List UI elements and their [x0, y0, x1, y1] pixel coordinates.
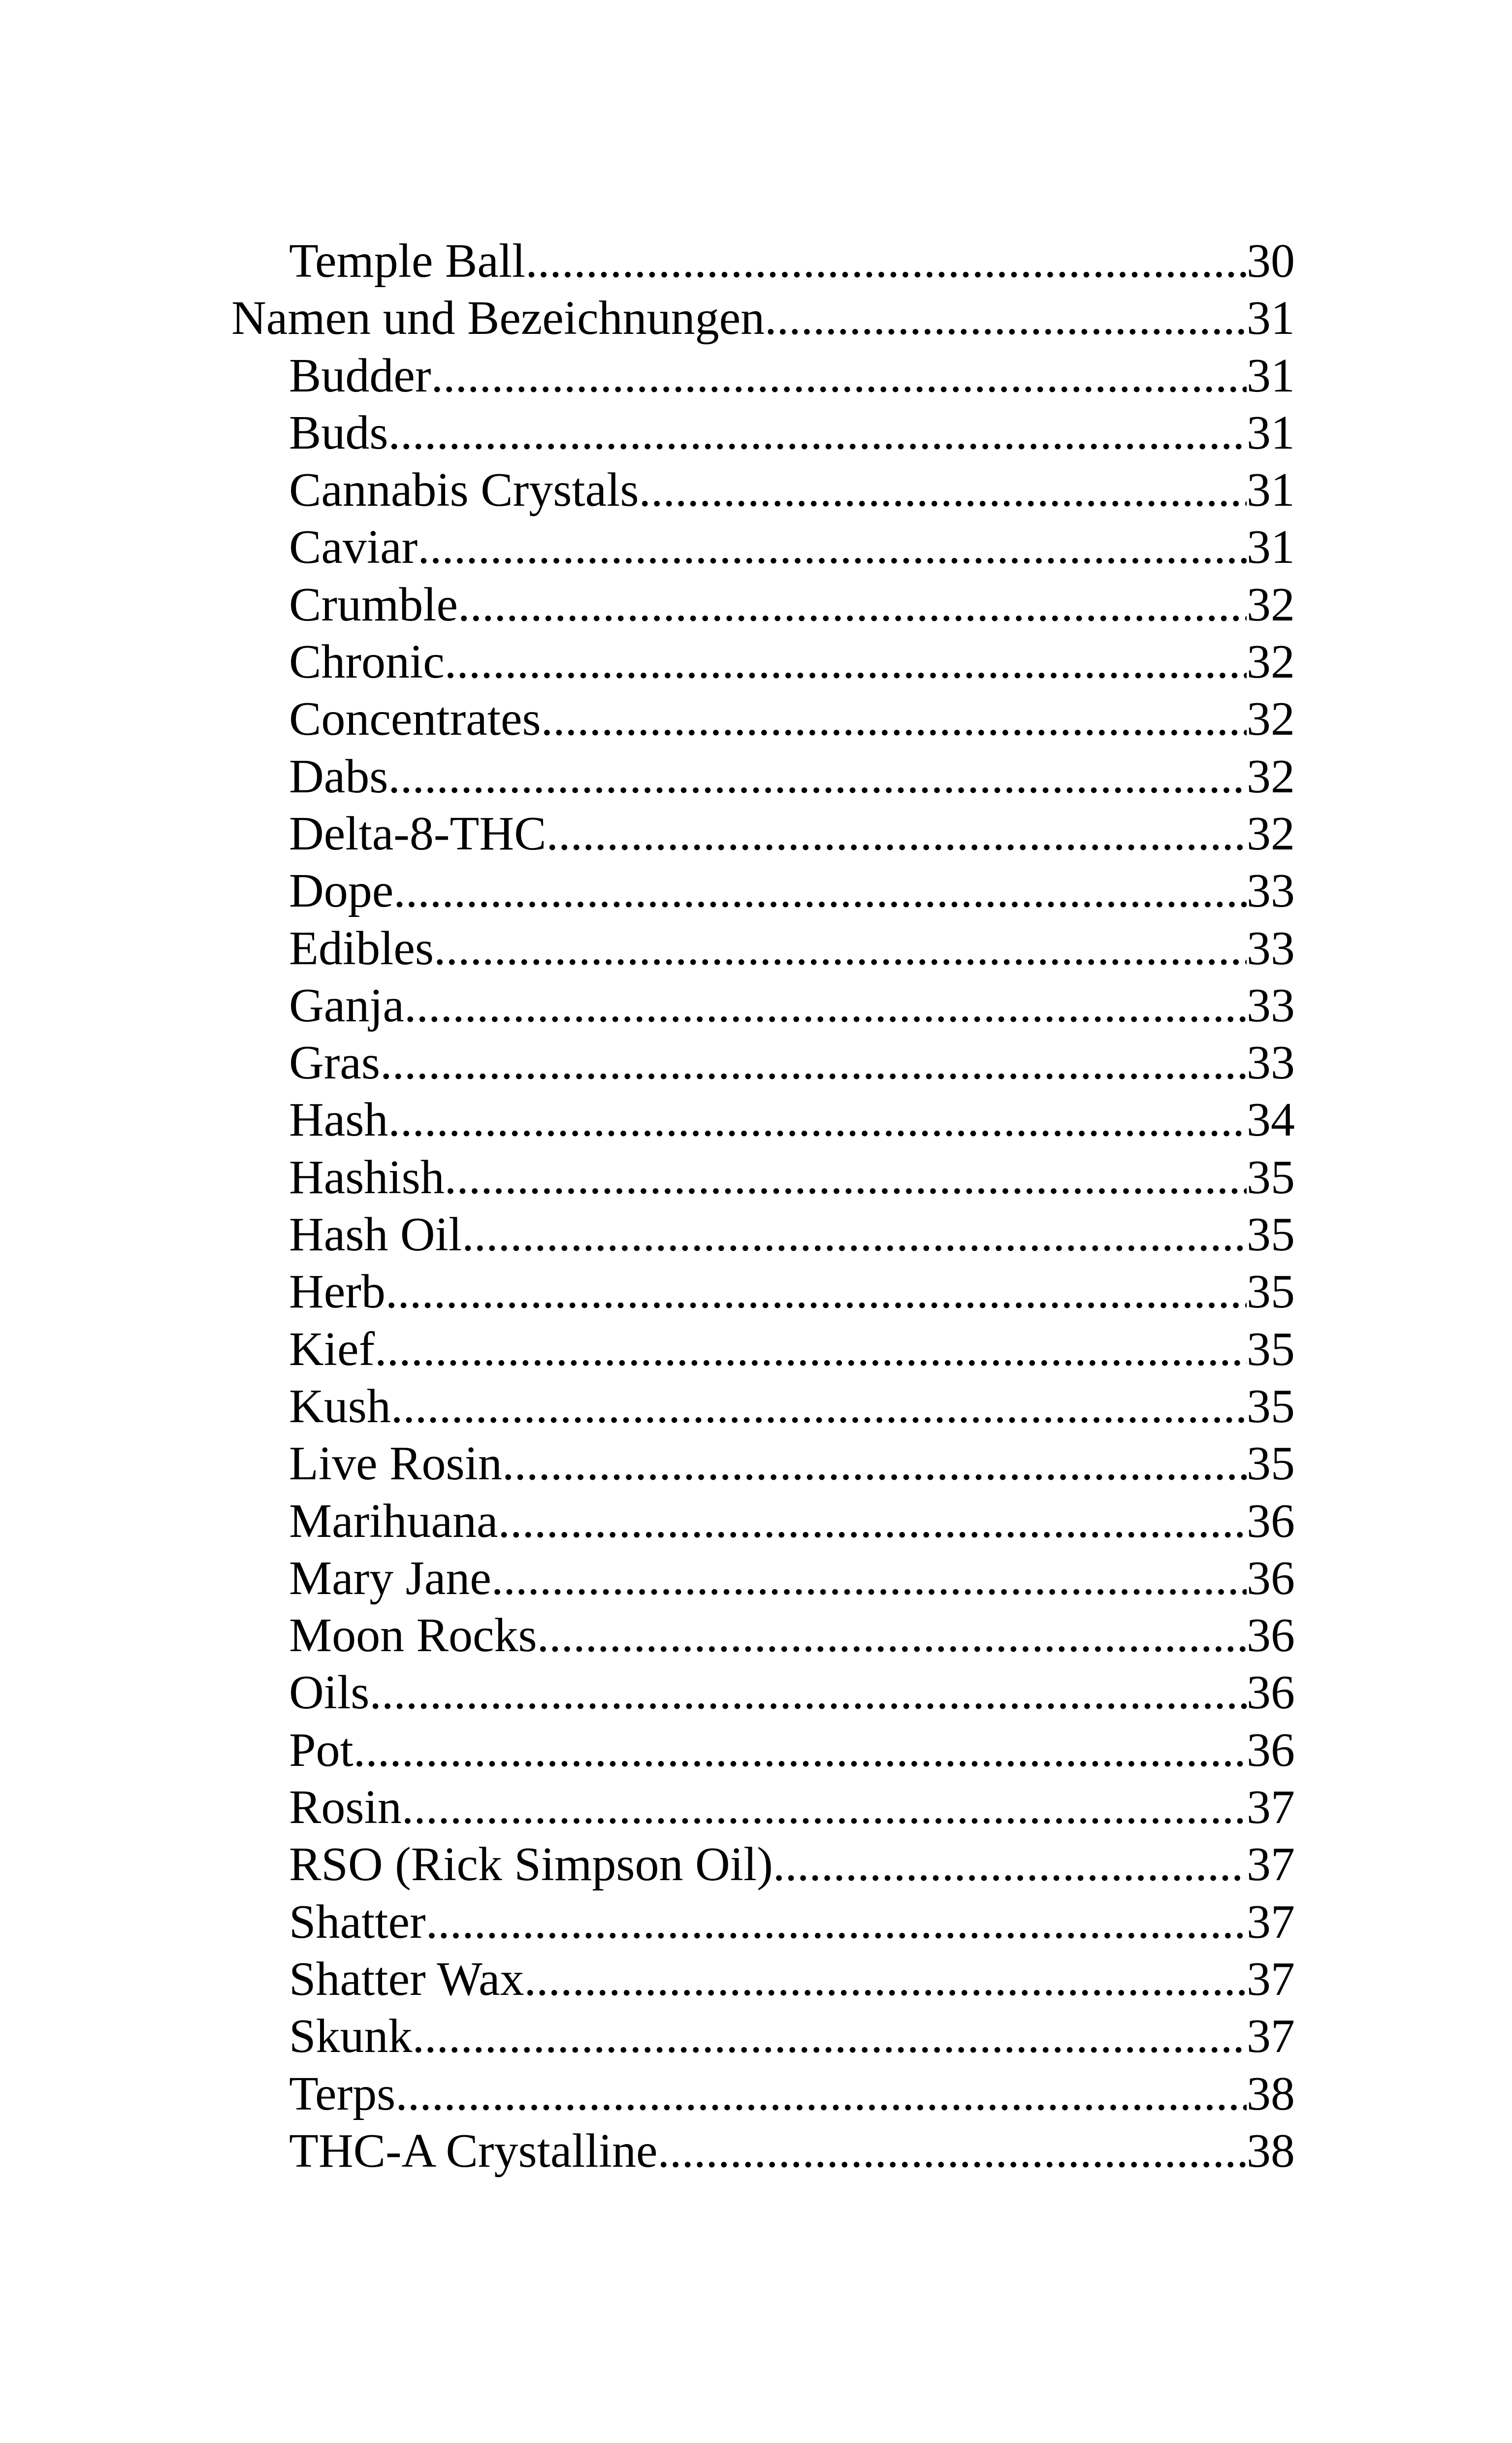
- dot-leader: [498, 1493, 1247, 1550]
- toc-page-number: 33: [1247, 978, 1295, 1032]
- toc-entry: [231, 1034, 1295, 1091]
- toc-page-number: 37: [1247, 1895, 1295, 1949]
- toc-page-number: 32: [1247, 807, 1295, 860]
- toc-entry-title: Namen und Bezeichnungen: [231, 292, 765, 345]
- dot-leader: [413, 2008, 1247, 2065]
- toc-entry-title: Cannabis Crystals: [289, 463, 639, 517]
- toc-page-number: 35: [1247, 1322, 1295, 1376]
- toc-entry: [231, 1149, 1295, 1206]
- toc-page-number: 35: [1247, 1265, 1295, 1319]
- toc-entry: [231, 1378, 1295, 1435]
- toc-entry-title: Oils: [289, 1666, 370, 1720]
- toc-entry-title: Budder: [289, 349, 431, 402]
- toc-page-number: 32: [1247, 749, 1295, 803]
- toc-page-number: 35: [1247, 1208, 1295, 1262]
- toc-entry: [231, 920, 1295, 977]
- toc-entry: [231, 1893, 1295, 1951]
- toc-entry: [231, 748, 1295, 805]
- table-of-contents: [231, 232, 1295, 2180]
- dot-leader: [524, 1951, 1247, 2008]
- toc-entry: [231, 1836, 1295, 1893]
- toc-page-number: 33: [1247, 1036, 1295, 1090]
- toc-entry: [231, 1779, 1295, 1836]
- toc-entry: [231, 1722, 1295, 1779]
- toc-entry: [231, 1607, 1295, 1664]
- toc-entry: [231, 633, 1295, 690]
- toc-page-number: 30: [1247, 234, 1295, 288]
- toc-page-number: 31: [1247, 406, 1295, 459]
- dot-leader: [388, 748, 1247, 805]
- toc-entry-title: Shatter Wax: [289, 1952, 524, 2006]
- toc-entry-title: Edibles: [289, 921, 434, 975]
- toc-page-number: 37: [1247, 2010, 1295, 2063]
- toc-entry: [231, 2008, 1295, 2065]
- dot-leader: [354, 1722, 1247, 1779]
- toc-page-number: 37: [1247, 1952, 1295, 2006]
- dot-leader: [395, 2065, 1247, 2122]
- toc-page-number: 33: [1247, 921, 1295, 975]
- toc-entry-title: Concentrates: [289, 692, 541, 746]
- toc-entry-title: Live Rosin: [289, 1437, 502, 1491]
- toc-entry: [231, 690, 1295, 748]
- dot-leader: [388, 404, 1247, 461]
- dot-leader: [462, 1206, 1247, 1263]
- toc-entry: [231, 347, 1295, 404]
- toc-page-number: 35: [1247, 1437, 1295, 1491]
- toc-page-number: 38: [1247, 2067, 1295, 2120]
- toc-entry: [231, 1263, 1295, 1320]
- toc-entry-title: Temple Ball: [289, 234, 526, 288]
- dot-leader: [502, 1435, 1247, 1492]
- toc-page-number: 31: [1247, 463, 1295, 517]
- toc-entry: [231, 232, 1295, 290]
- toc-page-number: 36: [1247, 1551, 1295, 1605]
- toc-page-number: 32: [1247, 635, 1295, 689]
- toc-entry-title: Chronic: [289, 635, 445, 689]
- toc-page-number: 35: [1247, 1150, 1295, 1204]
- toc-entry: [231, 1321, 1295, 1378]
- toc-entry: [231, 1664, 1295, 1721]
- toc-entry: [231, 2122, 1295, 2180]
- toc-entry: [231, 1091, 1295, 1148]
- toc-entry-title: Mary Jane: [289, 1551, 491, 1605]
- toc-entry-title: Buds: [289, 406, 388, 459]
- dot-leader: [445, 633, 1247, 690]
- toc-entry-title: Skunk: [289, 2010, 413, 2063]
- toc-entry: [231, 1550, 1295, 1607]
- dot-leader: [658, 2122, 1247, 2180]
- toc-entry-title: Caviar: [289, 521, 418, 574]
- toc-entry-title: Hashish: [289, 1150, 445, 1204]
- toc-entry-title: Moon Rocks: [289, 1609, 537, 1662]
- toc-entry-title: Herb: [289, 1265, 386, 1319]
- dot-leader: [388, 1091, 1247, 1148]
- dot-leader: [393, 862, 1247, 919]
- toc-entry: [231, 977, 1295, 1034]
- toc-entry: [231, 862, 1295, 919]
- toc-page-number: 31: [1247, 292, 1295, 345]
- dot-leader: [458, 576, 1247, 633]
- dot-leader: [386, 1263, 1247, 1320]
- dot-leader: [402, 1779, 1247, 1836]
- toc-entry: [231, 1206, 1295, 1263]
- toc-section-heading: [231, 290, 1295, 347]
- toc-page-number: 36: [1247, 1723, 1295, 1777]
- dot-leader: [380, 1034, 1247, 1091]
- toc-entry-title: Rosin: [289, 1781, 402, 1834]
- toc-entry-title: Dabs: [289, 749, 388, 803]
- dot-leader: [369, 1664, 1247, 1721]
- toc-entry: [231, 576, 1295, 633]
- dot-leader: [541, 690, 1247, 748]
- dot-leader: [773, 1836, 1247, 1893]
- toc-entry: [231, 461, 1295, 519]
- toc-entry-title: Terps: [289, 2067, 396, 2120]
- dot-leader: [434, 920, 1247, 977]
- toc-page-number: 33: [1247, 864, 1295, 918]
- toc-page-number: 36: [1247, 1666, 1295, 1720]
- dot-leader: [445, 1149, 1247, 1206]
- toc-entry: [231, 1435, 1295, 1492]
- dot-leader: [765, 290, 1247, 347]
- toc-page-number: 32: [1247, 578, 1295, 631]
- toc-entry: [231, 2065, 1295, 2122]
- toc-page-number: 34: [1247, 1093, 1295, 1147]
- toc-entry-title: THC-A Crystalline: [289, 2124, 658, 2178]
- toc-entry-title: Kush: [289, 1379, 391, 1433]
- toc-page-number: 32: [1247, 692, 1295, 746]
- toc-page-number: 36: [1247, 1494, 1295, 1548]
- dot-leader: [426, 1893, 1247, 1951]
- toc-entry: [231, 404, 1295, 461]
- toc-entry-title: Marihuana: [289, 1494, 498, 1548]
- toc-entry-title: Hash: [289, 1093, 388, 1147]
- dot-leader: [537, 1607, 1247, 1664]
- dot-leader: [639, 461, 1247, 519]
- toc-entry: [231, 805, 1295, 862]
- toc-page-number: 37: [1247, 1838, 1295, 1891]
- toc-page-number: 38: [1247, 2124, 1295, 2178]
- toc-entry-title: Kief: [289, 1322, 375, 1376]
- dot-leader: [375, 1321, 1247, 1378]
- toc-entry: [231, 519, 1295, 576]
- toc-entry-title: Gras: [289, 1036, 381, 1090]
- toc-entry-title: Hash Oil: [289, 1208, 462, 1262]
- toc-entry: [231, 1951, 1295, 2008]
- toc-entry: [231, 1493, 1295, 1550]
- toc-page-number: 37: [1247, 1781, 1295, 1834]
- toc-page-number: 36: [1247, 1609, 1295, 1662]
- toc-entry-title: RSO (Rick Simpson Oil): [289, 1838, 773, 1891]
- toc-entry-title: Pot: [289, 1723, 354, 1777]
- dot-leader: [547, 805, 1247, 862]
- toc-page-number: 35: [1247, 1379, 1295, 1433]
- toc-entry-title: Crumble: [289, 578, 458, 631]
- toc-entry-title: Ganja: [289, 978, 404, 1032]
- dot-leader: [431, 347, 1247, 404]
- dot-leader: [404, 977, 1247, 1034]
- dot-leader: [491, 1550, 1247, 1607]
- toc-entry-title: Delta-8-THC: [289, 807, 547, 860]
- toc-entry-title: Dope: [289, 864, 394, 918]
- dot-leader: [418, 519, 1247, 576]
- toc-page-number: 31: [1247, 349, 1295, 402]
- toc-entry-title: Shatter: [289, 1895, 426, 1949]
- dot-leader: [525, 232, 1247, 290]
- toc-page-number: 31: [1247, 521, 1295, 574]
- dot-leader: [391, 1378, 1247, 1435]
